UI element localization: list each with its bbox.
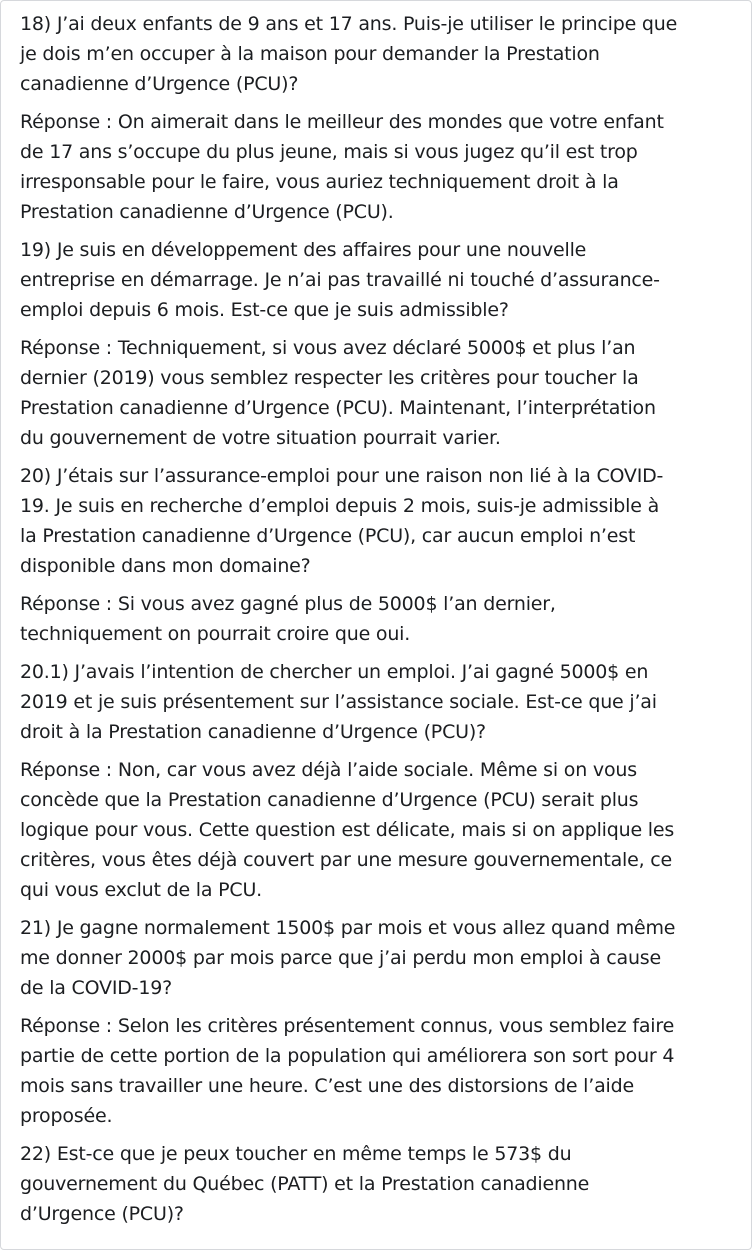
text-line: entreprise en démarrage. Je n’ai pas travaillé ni touché d’assurance- <box>20 269 660 291</box>
paragraph <box>20 1011 740 1131</box>
paragraph <box>20 755 740 905</box>
paragraph <box>20 235 740 325</box>
post-body <box>20 9 740 1237</box>
text-line: 2019 et je suis présentement sur l’assistance sociale. Est-ce que j’ai <box>20 691 657 713</box>
text-line: partie de cette portion de la population qui améliorera son sort pour 4 <box>20 1045 675 1067</box>
text-line: Réponse : Si vous avez gagné plus de 5000$ l’an dernier, <box>20 593 556 615</box>
text-line: concède que la Prestation canadienne d’Urgence (PCU) serait plus <box>20 789 639 811</box>
text-line: la Prestation canadienne d’Urgence (PCU), car aucun emploi n’est <box>20 525 636 547</box>
text-line: canadienne d’Urgence (PCU)? <box>20 73 299 95</box>
paragraph <box>20 657 740 747</box>
text-line: critères, vous êtes déjà couvert par une mesure gouvernementale, ce <box>20 849 673 871</box>
text-line: de la COVID-19? <box>20 977 172 999</box>
text-line: Réponse : Non, car vous avez déjà l’aide sociale. Même si on vous <box>20 759 637 781</box>
text-line: 19. Je suis en recherche d’emploi depuis 2 mois, suis-je admissible à <box>20 495 660 517</box>
text-line: emploi depuis 6 mois. Est-ce que je suis admissible? <box>20 299 509 321</box>
text-line: du gouvernement de votre situation pourrait varier. <box>20 427 501 449</box>
text-line: droit à la Prestation canadienne d’Urgence (PCU)? <box>20 721 486 743</box>
text-line: 22) Est-ce que je peux toucher en même temps le 573$ du <box>20 1143 572 1165</box>
paragraph <box>20 913 740 1003</box>
text-line: Prestation canadienne d’Urgence (PCU). Maintenant, l’interprétation <box>20 397 656 419</box>
text-line: Prestation canadienne d’Urgence (PCU). <box>20 201 394 223</box>
text-line: me donner 2000$ par mois parce que j’ai perdu mon emploi à cause <box>20 947 661 969</box>
text-line: je dois m’en occuper à la maison pour demander la Prestation <box>20 43 600 65</box>
text-line: logique pour vous. Cette question est délicate, mais si on applique les <box>20 819 675 841</box>
text-line: gouvernement du Québec (PATT) et la Prestation canadienne <box>20 1173 590 1195</box>
text-line: 19) Je suis en développement des affaires pour une nouvelle <box>20 239 587 261</box>
text-line: irresponsable pour le faire, vous auriez techniquement droit à la <box>20 171 619 193</box>
text-line: Réponse : Techniquement, si vous avez déclaré 5000$ et plus l’an <box>20 337 636 359</box>
paragraph <box>20 107 740 227</box>
text-line: dernier (2019) vous semblez respecter les critères pour toucher la <box>20 367 639 389</box>
text-line: 18) J’ai deux enfants de 9 ans et 17 ans. Puis-je utiliser le principe que <box>20 13 678 35</box>
text-line: Réponse : On aimerait dans le meilleur des mondes que votre enfant <box>20 111 664 133</box>
paragraph <box>20 9 740 99</box>
text-line: disponible dans mon domaine? <box>20 555 311 577</box>
text-line: mois sans travailler une heure. C’est une des distorsions de l’aide <box>20 1075 634 1097</box>
text-line: proposée. <box>20 1105 113 1127</box>
paragraph <box>20 1139 740 1229</box>
paragraph <box>20 589 740 649</box>
paragraph <box>20 333 740 453</box>
paragraph <box>20 461 740 581</box>
text-line: de 17 ans s’occupe du plus jeune, mais si vous jugez qu’il est trop <box>20 141 638 163</box>
text-line: qui vous exclut de la PCU. <box>20 879 263 901</box>
text-line: 21) Je gagne normalement 1500$ par mois et vous allez quand même <box>20 917 676 939</box>
text-line: techniquement on pourrait croire que oui. <box>20 623 411 645</box>
text-line: 20.1) J’avais l’intention de chercher un emploi. J’ai gagné 5000$ en <box>20 661 649 683</box>
text-line: 20) J’étais sur l’assurance-emploi pour une raison non lié à la COVID- <box>20 465 664 487</box>
text-line: Réponse : Selon les critères présentement connus, vous semblez faire <box>20 1015 675 1037</box>
text-line: d’Urgence (PCU)? <box>20 1203 184 1225</box>
